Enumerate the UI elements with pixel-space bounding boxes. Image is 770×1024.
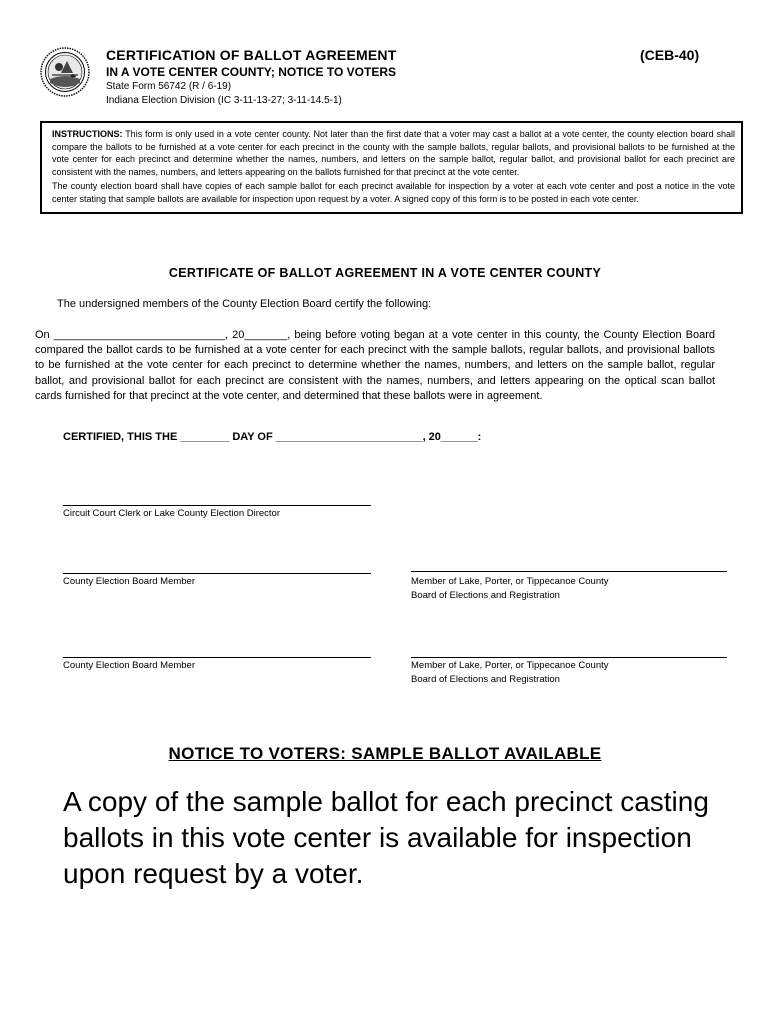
lake-member-1-label [411, 575, 609, 603]
instructions-paragraph-2: The county election board shall have copies of each sample ballot for each precinct available for inspection by a voter at each vote center and post a notice in the vote center stating that sample ballots are available for inspection upon request by a voter. A signed copy of this form is to be posted in each vote center. [52, 181, 735, 204]
lake-member-1-label-line-2: Board of Elections and Registration [411, 590, 560, 601]
board-member-1-signature-line[interactable] [63, 573, 371, 574]
lake-member-2-label [411, 659, 609, 687]
lake-member-1-signature-line[interactable] [411, 571, 727, 572]
certificate-heading: CERTIFICATE OF BALLOT AGREEMENT IN A VOTE CENTER COUNTY [168, 266, 602, 280]
instructions-label: INSTRUCTIONS: [52, 129, 123, 139]
board-member-2-signature-line[interactable] [63, 657, 371, 658]
instructions-box [40, 121, 743, 214]
board-member-1-label: County Election Board Member [63, 576, 196, 587]
notice-heading: NOTICE TO VOTERS: SAMPLE BALLOT AVAILABLE [168, 744, 602, 763]
certificate-body: On ____________________________, 20_______, being before voting began at a vote center in this county, the County Election Board compared the ballot cards to be furnished at a vote center for each precinct with the sample ballots, regular ballots, and provisional ballots to be furnished at the vote center for each precinct to determine whether the names, numbers, and letters on the sample ballot, regular ballot, and provisional ballot for each precinct are consistent with the names, numbers, and letters appearing on the optical scan ballot cards furnished for that precinct at the vote center, and determined that these ballots were in agreement. [35, 329, 715, 402]
form-code: (CEB-40) [640, 47, 700, 63]
certificate-intro: The undersigned members of the County Election Board certify the following: [57, 298, 432, 310]
lake-member-1-label-line-1: Member of Lake, Porter, or Tippecanoe County [411, 576, 609, 587]
state-form-number: State Form 56742 (R / 6-19) [106, 81, 232, 92]
lake-member-2-label-line-1: Member of Lake, Porter, or Tippecanoe County [411, 660, 609, 671]
form-title: CERTIFICATION OF BALLOT AGREEMENT [106, 47, 397, 63]
indiana-state-seal-icon [40, 47, 90, 97]
notice-body: A copy of the sample ballot for each precinct casting ballots in this vote center is available for inspection upon request by a voter. [63, 786, 709, 889]
clerk-signature-label: Circuit Court Clerk or Lake County Election Director [63, 508, 280, 519]
lake-member-2-signature-line[interactable] [411, 657, 727, 658]
lake-member-2-label-line-2: Board of Elections and Registration [411, 674, 560, 685]
certified-date-line: CERTIFIED, THIS THE ________ DAY OF ________________________, 20______: [63, 431, 482, 443]
instructions-paragraph-1: This form is only used in a vote center county. Not later than the first date that a voter may cast a ballot at a vote center, the county election board shall compare the ballots to be furnished at a vote center for each precinct in the county with the sample ballots, regular ballots, and provisional ballots to be furnished at the vote center for each precinct and determine whether the names, numbers, and letters on the sample ballot, regular ballot, and provisional ballot for each precinct are consistent with the names, numbers, and letters appearing on the ballots furnished for that precinct at the vote center. [52, 129, 735, 177]
election-division-citation: Indiana Election Division (IC 3-11-13-27; 3-11-14.5-1) [106, 95, 342, 106]
clerk-signature-line[interactable] [63, 505, 371, 506]
board-member-2-label: County Election Board Member [63, 660, 196, 671]
form-subtitle: IN A VOTE CENTER COUNTY; NOTICE TO VOTERS [106, 65, 397, 79]
